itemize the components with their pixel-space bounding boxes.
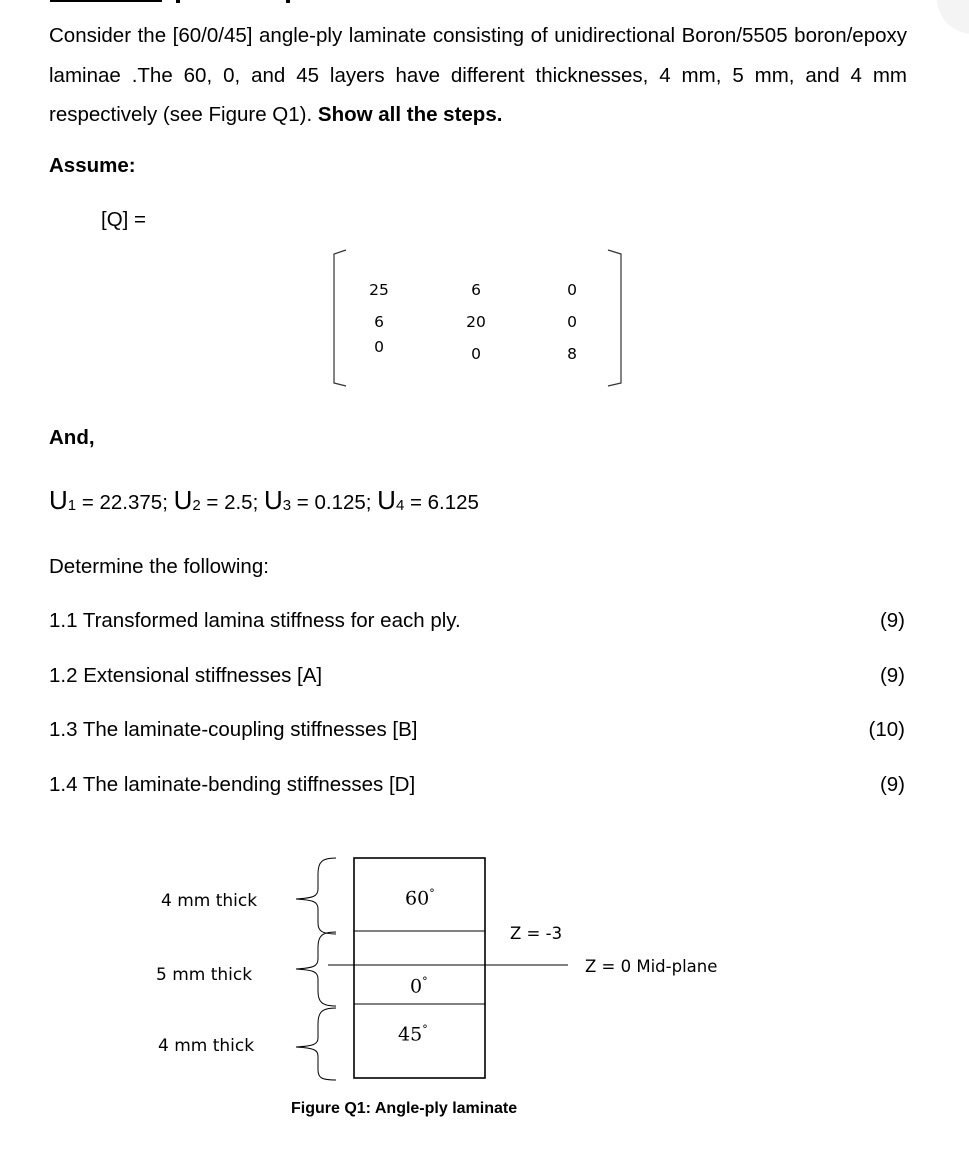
question-1-2: 1.2 Extensional stiffnesses [A] — [49, 664, 323, 687]
matrix-cell-q11: 25 — [369, 281, 389, 299]
laminate-diagram — [0, 840, 969, 1100]
brace-bottom-ply — [296, 1008, 336, 1080]
u-values-line — [49, 485, 479, 516]
u4-subscript: 4 — [395, 497, 405, 514]
u4-symbol: U — [377, 485, 396, 515]
q-matrix-label: [Q] = — [101, 208, 147, 231]
matrix-cell-q23: 0 — [567, 313, 577, 331]
top-ply-thickness: 4 mm thick — [161, 891, 258, 911]
matrix-cell-q32: 0 — [471, 345, 481, 363]
u3-value: = 0.125; — [291, 491, 372, 514]
brace-middle-ply — [296, 932, 336, 1006]
u1-subscript: 1 — [67, 497, 77, 514]
u1-symbol: U — [49, 485, 68, 515]
matrix-cell-q33: 8 — [567, 345, 577, 363]
u2-symbol: U — [173, 485, 193, 515]
ply-angle-0-value: 0 — [410, 975, 423, 998]
matrix-cell-q22: 20 — [466, 313, 486, 331]
u3-subscript: 3 — [282, 497, 292, 514]
u1-value: = 22.375; — [76, 491, 168, 514]
degree-symbol: ° — [429, 887, 435, 900]
matrix-brackets — [0, 0, 969, 400]
u2-subscript: 2 — [192, 497, 201, 514]
matrix-cell-q13: 0 — [567, 281, 577, 299]
question-1-4: 1.4 The laminate-bending stiffnesses [D] — [49, 773, 416, 796]
ply-angle-60 — [405, 887, 435, 909]
question-1-1-marks: (9) — [879, 609, 905, 632]
brace-top-ply — [296, 858, 336, 934]
bottom-ply-thickness: 4 mm thick — [158, 1036, 255, 1056]
question-1-4-marks: (9) — [879, 773, 905, 796]
matrix-cell-q21: 6 — [374, 313, 384, 331]
intro-text: Consider the [60/0/45] angle-ply laminate consisting of unidirectional Boron/5505 boron/epoxy laminae .The 60, 0, and 45 layers have different thicknesses, 4 mm, 5 mm, and 4 mm respectively (see Figure Q1). — [49, 24, 907, 126]
degree-symbol: ° — [422, 975, 428, 988]
u4-value: = 6.125 — [404, 491, 479, 514]
ply-angle-45-value: 45 — [398, 1023, 423, 1046]
assume-heading: Assume: — [49, 154, 136, 177]
ply-angle-45 — [398, 1023, 428, 1045]
middle-ply-thickness: 5 mm thick — [156, 965, 253, 985]
intro-bold-instruction: Show all the steps. — [317, 103, 503, 126]
figure-caption: Figure Q1: Angle-ply laminate — [291, 1100, 518, 1117]
question-1-2-marks: (9) — [879, 664, 905, 687]
u3-symbol: U — [263, 485, 283, 515]
question-1-1: 1.1 Transformed lamina stiffness for each ply. — [49, 609, 461, 632]
and-heading: And, — [49, 426, 95, 449]
degree-symbol: ° — [422, 1023, 428, 1036]
question-1-3-marks: (10) — [868, 718, 905, 741]
ply-angle-0 — [410, 975, 428, 997]
matrix-cell-q12: 6 — [471, 281, 481, 299]
question-1-3: 1.3 The laminate-coupling stiffnesses [B] — [49, 718, 418, 741]
u2-value: = 2.5; — [200, 491, 259, 514]
determine-heading: Determine the following: — [49, 555, 269, 578]
z-top-label: Z = -3 — [510, 924, 563, 943]
matrix-cell-q31: 0 — [374, 338, 384, 356]
z-mid-plane-label: Z = 0 Mid-plane — [585, 957, 718, 976]
ply-angle-60-value: 60 — [405, 887, 430, 910]
